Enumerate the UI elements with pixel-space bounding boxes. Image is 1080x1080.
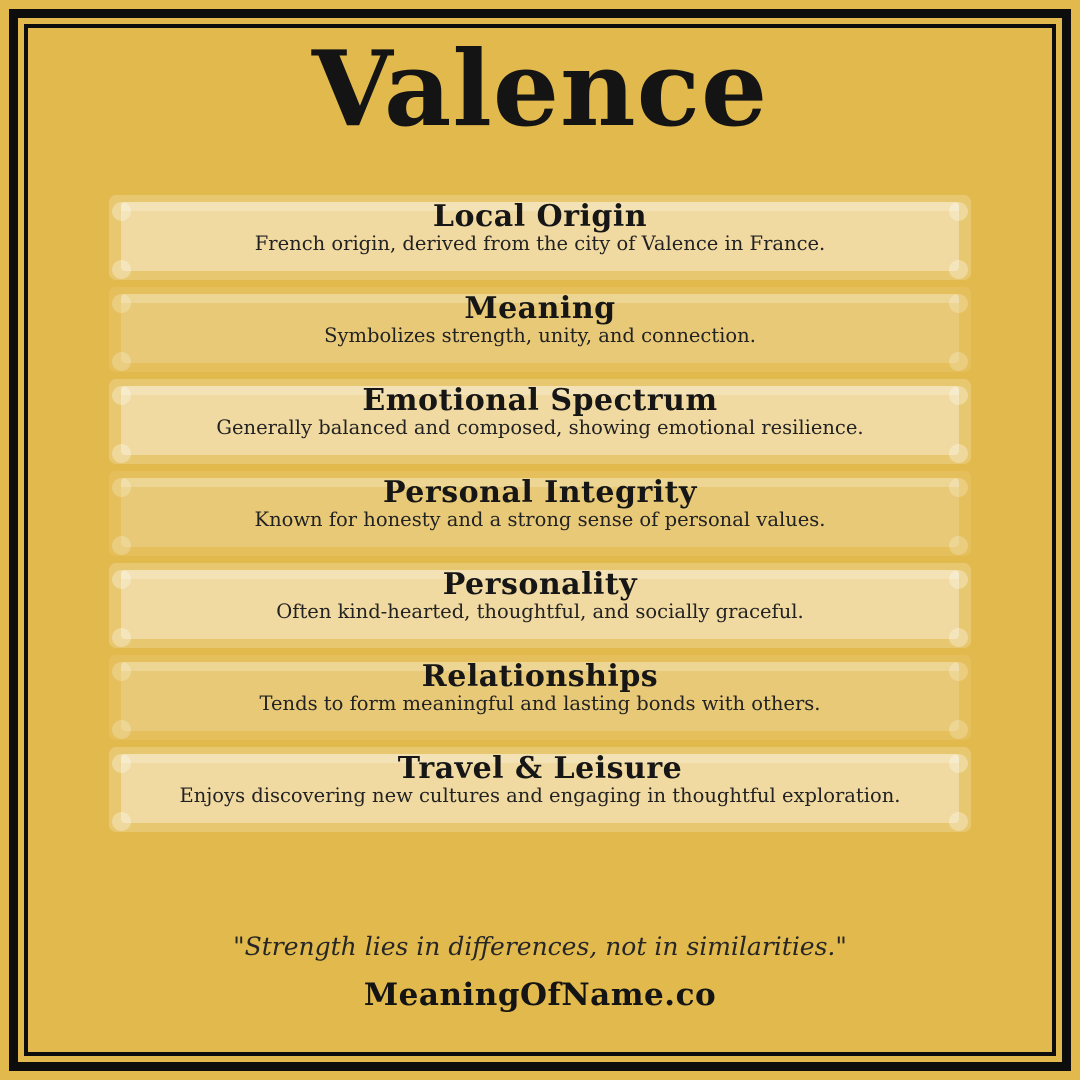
card-relationships — [109, 655, 971, 740]
card-title: Personal Integrity — [383, 475, 697, 511]
card-content — [109, 287, 971, 372]
card-local-origin — [109, 195, 971, 280]
card-title: Relationships — [421, 659, 659, 695]
footer-brand: MeaningOfName.co — [363, 977, 717, 1014]
card-meaning — [109, 287, 971, 372]
card-travel-leisure — [109, 747, 971, 832]
info-cards-list — [109, 195, 971, 832]
card-content — [109, 379, 971, 464]
card-emotional-spectrum — [109, 379, 971, 464]
card-content — [109, 195, 971, 280]
card-title: Emotional Spectrum — [362, 383, 718, 419]
card-description: Symbolizes strength, unity, and connection. — [324, 324, 756, 348]
card-title: Meaning — [464, 291, 616, 327]
card-title: Travel & Leisure — [397, 751, 683, 787]
card-personal-integrity — [109, 471, 971, 556]
card-description: Known for honesty and a strong sense of personal values. — [254, 508, 826, 532]
card-content — [109, 563, 971, 648]
quote-text: "Strength lies in differences, not in similarities." — [233, 932, 847, 962]
card-personality — [109, 563, 971, 648]
card-description: Generally balanced and composed, showing emotional resilience. — [216, 416, 864, 440]
card-content — [109, 655, 971, 740]
card-content — [109, 471, 971, 556]
page-title: Valence — [311, 27, 769, 150]
card-title: Personality — [442, 567, 638, 603]
card-title: Local Origin — [432, 199, 648, 235]
card-description: French origin, derived from the city of Valence in France. — [254, 232, 826, 256]
card-description: Enjoys discovering new cultures and engaging in thoughtful exploration. — [179, 784, 901, 808]
card-content — [109, 747, 971, 832]
card-description: Tends to form meaningful and lasting bonds with others. — [259, 692, 821, 716]
card-description: Often kind-hearted, thoughtful, and socially graceful. — [276, 600, 804, 624]
